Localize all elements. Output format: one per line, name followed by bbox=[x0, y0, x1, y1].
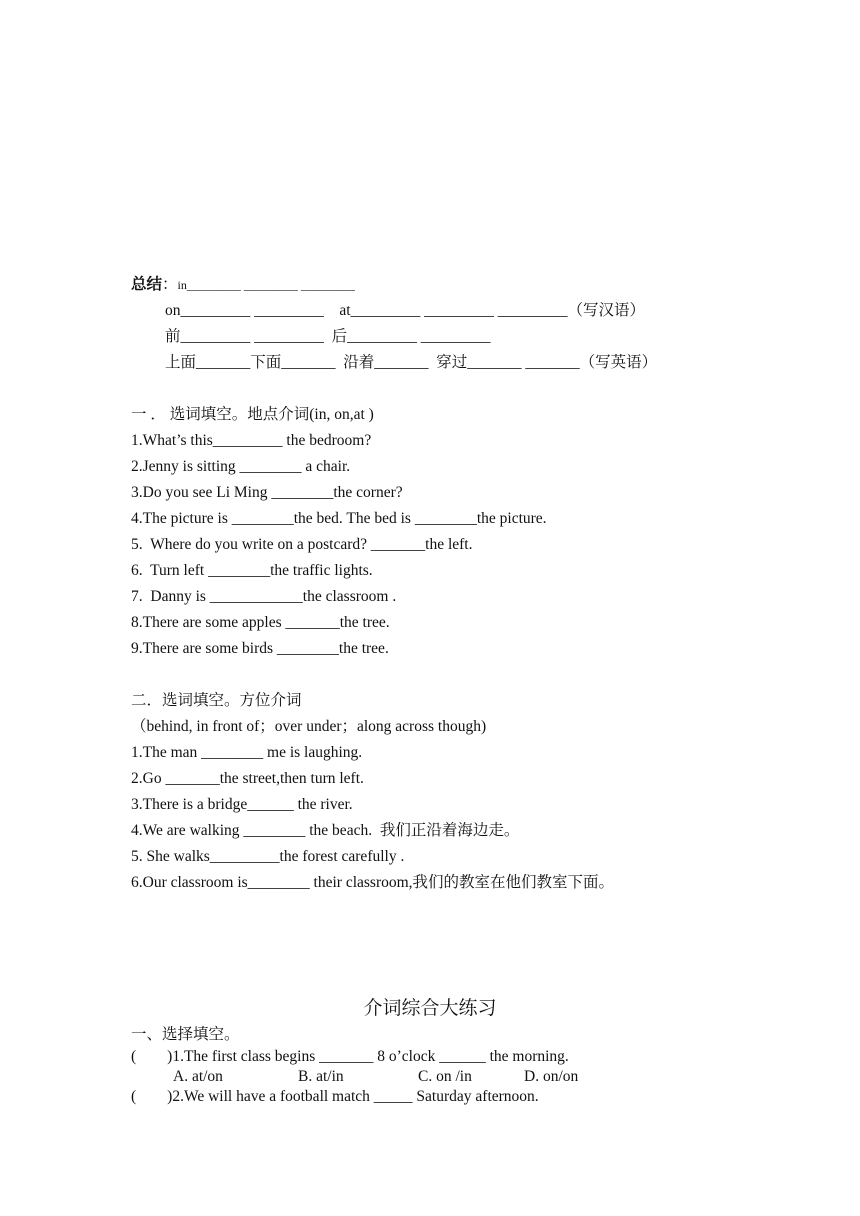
section2-word-bank: （behind, in front of；over under；along across though) bbox=[131, 718, 487, 735]
summary-front-back-line: 前_________ _________ 后_________ _________ bbox=[165, 328, 491, 345]
section2-item: 1.The man ________ me is laughing. bbox=[131, 744, 363, 761]
section1-item: 7. Danny is ____________the classroom . bbox=[131, 588, 397, 605]
section1-item: 9.There are some birds ________the tree. bbox=[131, 640, 389, 657]
section2-item: 2.Go _______the street,then turn left. bbox=[131, 770, 364, 787]
section2-heading: 二．选词填空。方位介词 bbox=[131, 692, 302, 709]
section2-item: 6.Our classroom is________ their classroom,我们的教室在他们教室下面。 bbox=[131, 874, 615, 891]
summary-on-at-line: on_________ _________ at_________ _________ _________（写汉语） bbox=[165, 302, 646, 319]
section1-heading: 一 ． 选词填空。地点介词(in, on,at ) bbox=[131, 406, 374, 423]
section1-item: 6. Turn left ________the traffic lights. bbox=[131, 562, 373, 579]
section1-item: 3.Do you see Li Ming ________the corner? bbox=[131, 484, 403, 501]
summary-in-line: in_________ _________ _________ bbox=[177, 278, 355, 292]
q1-option-a: A. at/on bbox=[173, 1068, 223, 1085]
part2-title: 介词综合大练习 bbox=[363, 998, 497, 1019]
section1-item: 8.There are some apples _______the tree. bbox=[131, 614, 390, 631]
section1-item: 2.Jenny is sitting ________ a chair. bbox=[131, 458, 351, 475]
section2-item: 5. She walks_________the forest carefully . bbox=[131, 848, 405, 865]
part2-subheading: 一、选择填空。 bbox=[131, 1026, 240, 1043]
section2-item: 4.We are walking ________ the beach. 我们正沿着海边走。 bbox=[131, 822, 520, 839]
q1-option-b: B. at/in bbox=[298, 1068, 344, 1085]
q1-option-d: D. on/on bbox=[524, 1068, 579, 1085]
summary-first-line bbox=[131, 275, 355, 295]
q1-option-c: C. on /in bbox=[418, 1068, 472, 1085]
summary-colon: ： bbox=[162, 276, 178, 293]
section1-item: 4.The picture is ________the bed. The bed is ________the picture. bbox=[131, 510, 547, 527]
section2-item: 3.There is a bridge______ the river. bbox=[131, 796, 353, 813]
question-1: ( )1.The first class begins _______ 8 o’clock ______ the morning. bbox=[131, 1048, 569, 1065]
summary-label: 总结 bbox=[131, 276, 163, 293]
section1-item: 5. Where do you write on a postcard? _______the left. bbox=[131, 536, 473, 553]
question-2: ( )2.We will have a football match _____ Saturday afternoon. bbox=[131, 1088, 539, 1105]
section1-item: 1.What’s this_________ the bedroom? bbox=[131, 432, 372, 449]
summary-positions-line: 上面_______下面_______ 沿着_______ 穿过_______ _______（写英语） bbox=[165, 354, 658, 371]
